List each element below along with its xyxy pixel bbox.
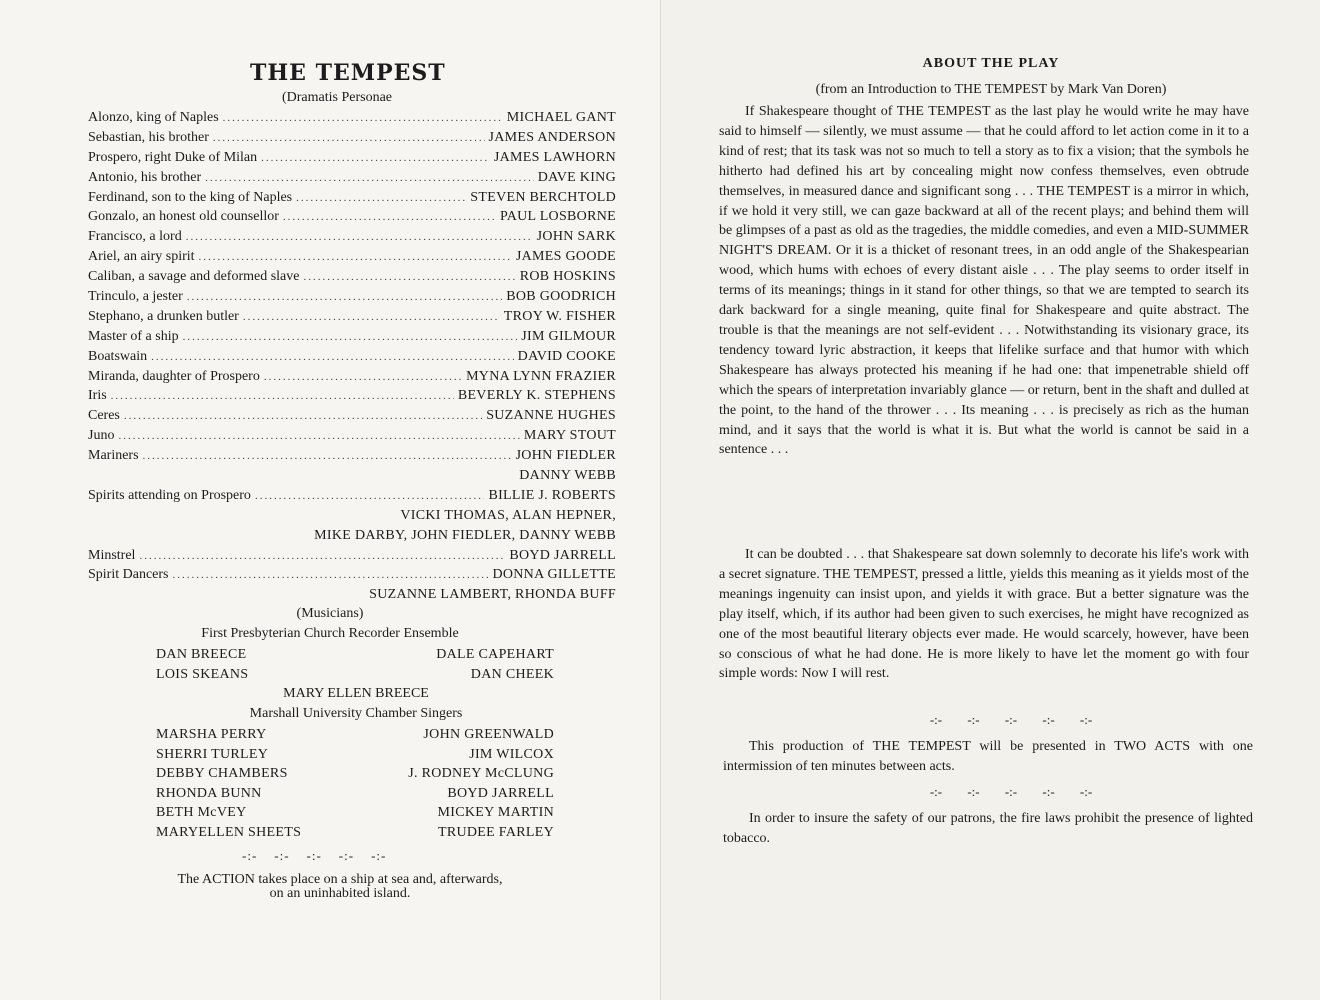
cast-role: Ariel, an airy spirit (88, 249, 195, 265)
cast-row (88, 408, 616, 428)
introduction-attribution: (from an Introduction to THE TEMPEST by Mark Van Doren) (815, 82, 1167, 97)
dot-leader (124, 410, 482, 422)
cast-role: Francisco, a lord (88, 229, 182, 245)
cast-actor: JOHN SARK (536, 229, 616, 245)
program-right-page (660, 0, 1320, 1000)
cast-actor: SUZANNE LAMBERT, RHONDA BUFF (369, 587, 616, 603)
cast-actor: DANNY WEBB (519, 468, 616, 484)
dot-leader (186, 231, 533, 243)
cast-row (88, 309, 616, 329)
list-item (156, 805, 554, 825)
cast-row (88, 388, 616, 408)
cast-actor: BILLIE J. ROBERTS (488, 487, 616, 503)
list-item (156, 727, 554, 747)
member-left: MARYELLEN SHEETS (156, 824, 302, 840)
recorder-ensemble-list (156, 647, 554, 686)
paragraph-text: If Shakespeare thought of THE TEMPEST as the last play he would write he may have said to himself — silently, we must assume — that he could afford to let action come in it to a kind of rest; that its task was not so much to tell a story as to fix a vision; that the symbols he hitherto had defined his art by concealing might now confess themselves, even obtrude themselves, in measured dance and significant song . . . THE TEMPEST is a mirror in which, if we hold it very still, we can gaze backward at all of the recent plays; and behind them will be glimpses of a past as old as the tragedies, the middle comedies, and even a MID-SUMMER NIGHT'S DREAM. Or it is a thicket of resonant trees, in an odd angle of the Shakespearian wood, which hums with echoes of every distant aisle . . . The play seems to order itself in terms of its meanings; things in it stand for other things, so that we are tempted to search its dark backward for a single meaning, quite final for Shakespeare and quite abstract. The trouble is that the meanings are not self-evident . . . Notwithstanding its visionary grace, its tendency toward lyric abstraction, it keeps that lifelike surface and that humor with which Shakespeare has always protected his meaning if he had one: that impenetrable shield off which the spears of interpretation invariably glance — or return, bent in the shaft and dulled at the point, to the hand of the thrower . . . Its meaning . . . is precisely as rich as the human mind, and it says that the world is what it is. But what the world is cannot be said in a sentence . . . (719, 104, 1249, 458)
member-left: RHONDA BUNN (156, 785, 262, 801)
cast-row-continuation (88, 528, 616, 548)
dot-leader (255, 490, 485, 502)
member-right: J. RODNEY McCLUNG (408, 766, 554, 782)
dot-leader (183, 331, 518, 343)
cast-row (88, 428, 616, 448)
dot-leader (172, 569, 488, 581)
paragraph-text: It can be doubted . . . that Shakespeare sat down solemnly to decorate his life's work with a secret signature. THE TEMPEST, pressed a little, yields this meaning as it yields most of the meanings ingenuity can insist upon, and yields it with grace. But a better signature was the play itself, which, if its author had been given to such exercises, he might have recognized as one of the most beautiful literary objects ever made. He would scarcely, however, have been so conscious of what he had done. He is more likely to have let the moment go with four simple words: Now I will rest. (719, 547, 1249, 682)
section-separator: -:- -:- -:- -:- -:- (929, 784, 1093, 799)
cast-row (88, 349, 616, 369)
cast-row-continuation (88, 587, 616, 607)
member-right: DAN CHEEK (470, 666, 554, 682)
cast-row (88, 369, 616, 389)
essay-paragraph-1 (719, 102, 1249, 460)
member-right: MICKEY MARTIN (437, 805, 554, 821)
member-left: DEBBY CHAMBERS (156, 766, 288, 782)
play-title: THE TEMPEST (250, 60, 446, 86)
fire-law-note (723, 809, 1253, 849)
cast-actor: MIKE DARBY, JOHN FIEDLER, DANNY WEBB (314, 527, 616, 543)
cast-row (88, 488, 616, 508)
dot-leader (118, 430, 519, 442)
dot-leader (264, 371, 462, 383)
about-the-play-heading: ABOUT THE PLAY (922, 56, 1060, 71)
cast-actor: DAVID COOKE (517, 348, 616, 364)
cast-row (88, 110, 616, 130)
member-right: TRUDEE FARLEY (437, 824, 554, 840)
section-separator: -:- -:- -:- -:- -:- (242, 848, 387, 863)
cast-row-continuation (88, 508, 616, 528)
cast-actor: JAMES LAWHORN (493, 149, 616, 165)
cast-row (88, 209, 616, 229)
dot-leader (243, 311, 500, 323)
member-left: SHERRI TURLEY (156, 746, 269, 762)
cast-actor: JAMES GOODE (515, 249, 616, 265)
cast-row (88, 150, 616, 170)
cast-actor: STEVEN BERCHTOLD (470, 189, 616, 205)
cast-row (88, 269, 616, 289)
cast-role: Boatswain (88, 348, 148, 364)
cast-role: Ceres (88, 408, 120, 424)
cast-actor: PAUL LOSBORNE (499, 209, 616, 225)
cast-row (88, 548, 616, 568)
cast-row (88, 190, 616, 210)
cast-role: Ferdinand, son to the king of Naples (88, 189, 293, 205)
cast-actor: BOB GOODRICH (506, 289, 616, 305)
dot-leader (143, 450, 512, 462)
bleed-through-ghost (110, 58, 121, 109)
cast-role: Iris (88, 388, 107, 404)
paragraph-text: This production of THE TEMPEST will be presented in TWO ACTS with one intermission of ten minutes between acts. (723, 739, 1253, 774)
action-setting-line1: The ACTION takes place on a ship at sea and, afterwards, (177, 872, 503, 887)
cast-row (88, 229, 616, 249)
cast-actor: SUZANNE HUGHES (486, 408, 616, 424)
musicians-heading: (Musicians) (296, 606, 364, 621)
cast-actor: MARY STOUT (523, 428, 616, 444)
dot-leader (111, 390, 454, 402)
cast-actor: MICHAEL GANT (506, 110, 616, 125)
recorder-center-member: MARY ELLEN BREECE (283, 686, 429, 701)
cast-actor: BOYD JARRELL (509, 547, 616, 563)
cast-row (88, 249, 616, 269)
cast-row-continuation (88, 468, 616, 488)
cast-role: Spirit Dancers (88, 567, 169, 583)
list-item (156, 647, 554, 667)
cast-role: Prospero, right Duke of Milan (88, 149, 258, 165)
list-item (156, 825, 554, 845)
cast-role: Sebastian, his brother (88, 129, 209, 145)
cast-actor: DAVE KING (537, 169, 616, 185)
cast-actor: JAMES ANDERSON (488, 129, 616, 145)
cast-row (88, 130, 616, 150)
dot-leader (199, 251, 512, 263)
list-item (156, 786, 554, 806)
intermission-note (723, 737, 1253, 777)
cast-actor: ROB HOSKINS (519, 269, 616, 285)
essay-paragraph-2 (719, 545, 1249, 684)
cast-row (88, 329, 616, 349)
chamber-singers-heading: Marshall University Chamber Singers (249, 706, 463, 721)
cast-role: Trinculo, a jester (88, 289, 183, 305)
paragraph-text: In order to insure the safety of our patrons, the fire laws prohibit the presence of lighted tobacco. (723, 811, 1253, 846)
dot-leader (283, 211, 496, 223)
section-separator: -:- -:- -:- -:- -:- (929, 712, 1093, 727)
cast-row (88, 448, 616, 468)
dot-leader (213, 132, 485, 144)
cast-role: Gonzalo, an honest old counsellor (88, 209, 279, 225)
list-item (156, 747, 554, 767)
cast-row (88, 170, 616, 190)
member-right: JIM WILCOX (469, 746, 554, 762)
list-item (156, 766, 554, 786)
cast-role: Stephano, a drunken butler (88, 308, 239, 324)
dot-leader (303, 271, 515, 283)
member-left: DAN BREECE (156, 647, 247, 662)
dot-leader (139, 550, 505, 562)
member-left: LOIS SKEANS (156, 666, 249, 682)
member-right: DALE CAPEHART (436, 647, 554, 662)
list-item (156, 667, 554, 687)
dot-leader (261, 152, 490, 164)
dot-leader (205, 172, 534, 184)
dot-leader (151, 351, 514, 363)
cast-role: Caliban, a savage and deformed slave (88, 269, 300, 285)
cast-role: Miranda, daughter of Prospero (88, 368, 260, 384)
cast-actor: MYNA LYNN FRAZIER (466, 368, 616, 384)
cast-actor: JIM GILMOUR (521, 328, 616, 344)
dot-leader (296, 192, 466, 204)
cast-role: Mariners (88, 448, 139, 464)
cast-role: Alonzo, king of Naples (88, 110, 219, 125)
cast-actor: DONNA GILLETTE (492, 567, 616, 583)
member-right: BOYD JARRELL (447, 785, 554, 801)
member-left: MARSHA PERRY (156, 727, 267, 742)
cast-list (88, 110, 616, 607)
cast-role: Minstrel (88, 547, 136, 563)
cast-role: Juno (88, 428, 115, 444)
cast-role: Master of a ship (88, 328, 179, 344)
cast-actor: TROY W. FISHER (503, 308, 616, 324)
cast-row (88, 289, 616, 309)
cast-actor: JOHN FIEDLER (515, 448, 616, 464)
dot-leader (223, 112, 503, 124)
recorder-ensemble-heading: First Presbyterian Church Recorder Ensemble (201, 626, 459, 641)
cast-actor: BEVERLY K. STEPHENS (457, 388, 616, 404)
cast-actor: VICKI THOMAS, ALAN HEPNER, (400, 507, 616, 523)
action-setting-line2: on an uninhabited island. (269, 886, 411, 901)
cast-row (88, 567, 616, 587)
dramatis-personae-heading: (Dramatis Personae (282, 90, 393, 105)
cast-role: Spirits attending on Prospero (88, 487, 251, 503)
chamber-singers-list (156, 727, 554, 845)
cast-role: Antonio, his brother (88, 169, 202, 185)
member-left: BETH McVEY (156, 805, 247, 821)
member-right: JOHN GREENWALD (423, 727, 554, 742)
dot-leader (187, 291, 502, 303)
